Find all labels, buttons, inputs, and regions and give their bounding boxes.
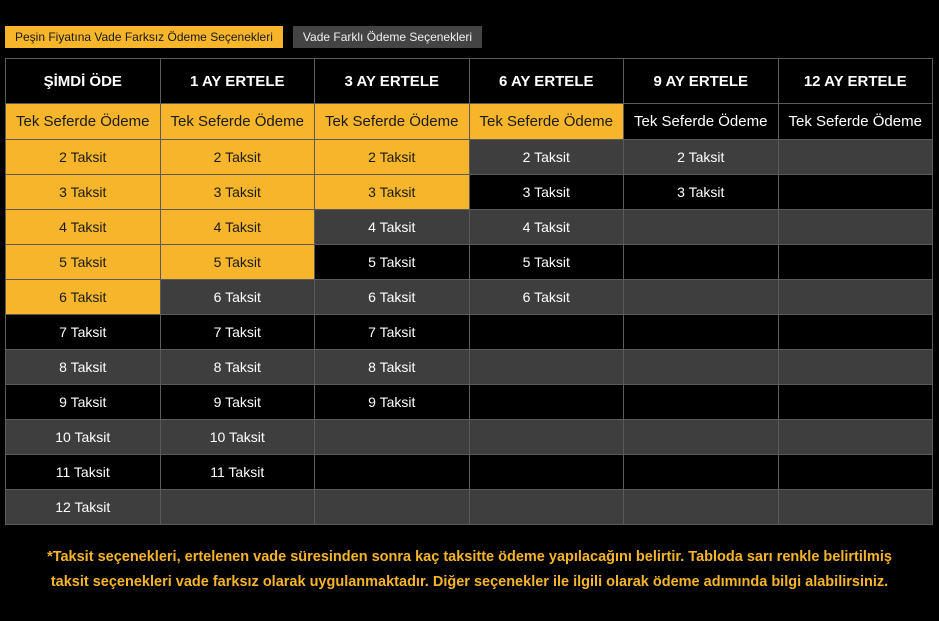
table-cell: 8 Taksit bbox=[6, 350, 161, 385]
table-cell bbox=[778, 420, 933, 455]
header-defer-9-months: 9 AY ERTELE bbox=[624, 59, 779, 104]
table-cell bbox=[778, 385, 933, 420]
table-cell: 9 Taksit bbox=[6, 385, 161, 420]
table-row bbox=[6, 245, 933, 280]
table-cell: 7 Taksit bbox=[160, 315, 315, 350]
table-row bbox=[6, 175, 933, 210]
table-cell: 5 Taksit bbox=[469, 245, 624, 280]
table-cell: 2 Taksit bbox=[624, 140, 779, 175]
table-cell: 8 Taksit bbox=[315, 350, 470, 385]
table-cell: 5 Taksit bbox=[160, 245, 315, 280]
table-cell: 2 Taksit bbox=[160, 140, 315, 175]
table-row bbox=[6, 315, 933, 350]
table-row bbox=[6, 140, 933, 175]
header-defer-12-months: 12 AY ERTELE bbox=[778, 59, 933, 104]
table-cell: Tek Seferde Ödeme bbox=[6, 104, 161, 140]
table-cell: 3 Taksit bbox=[624, 175, 779, 210]
table-cell bbox=[778, 455, 933, 490]
table-cell bbox=[624, 455, 779, 490]
table-cell bbox=[469, 350, 624, 385]
table-row bbox=[6, 455, 933, 490]
table-cell: 5 Taksit bbox=[6, 245, 161, 280]
tab-with-interest[interactable]: Vade Farklı Ödeme Seçenekleri bbox=[293, 26, 482, 48]
table-cell bbox=[469, 315, 624, 350]
table-cell bbox=[624, 490, 779, 525]
table-cell bbox=[624, 385, 779, 420]
table-row bbox=[6, 280, 933, 315]
cropped-top-text bbox=[0, 0, 939, 6]
table-cell: 11 Taksit bbox=[6, 455, 161, 490]
table-cell: 3 Taksit bbox=[469, 175, 624, 210]
table-cell: 9 Taksit bbox=[160, 385, 315, 420]
table-cell: 7 Taksit bbox=[315, 315, 470, 350]
table-cell bbox=[315, 455, 470, 490]
table-row bbox=[6, 210, 933, 245]
header-defer-3-months: 3 AY ERTELE bbox=[315, 59, 470, 104]
table-cell: 10 Taksit bbox=[6, 420, 161, 455]
footnote-line-2: taksit seçenekleri vade farksız olarak uygulanmaktadır. Diğer seçenekler ile ilgili olarak ödeme adımında bilgi alabilirsiniz. bbox=[50, 574, 889, 590]
table-cell: 5 Taksit bbox=[315, 245, 470, 280]
table-cell bbox=[469, 420, 624, 455]
table-header-row bbox=[6, 59, 933, 104]
installment-table bbox=[5, 58, 933, 525]
table-cell: Tek Seferde Ödeme bbox=[624, 104, 779, 140]
table-cell: 2 Taksit bbox=[469, 140, 624, 175]
table-cell: 6 Taksit bbox=[160, 280, 315, 315]
table-cell: 2 Taksit bbox=[6, 140, 161, 175]
table-cell bbox=[778, 175, 933, 210]
table-cell bbox=[315, 420, 470, 455]
table-cell bbox=[624, 210, 779, 245]
table-cell: 4 Taksit bbox=[6, 210, 161, 245]
table-cell: 9 Taksit bbox=[315, 385, 470, 420]
tab-interest-free[interactable]: Peşin Fiyatına Vade Farksız Ödeme Seçenekleri bbox=[5, 26, 283, 48]
table-row bbox=[6, 104, 933, 140]
table-cell bbox=[624, 245, 779, 280]
table-cell: Tek Seferde Ödeme bbox=[469, 104, 624, 140]
table-cell bbox=[469, 385, 624, 420]
table-cell: 4 Taksit bbox=[160, 210, 315, 245]
table-cell: 11 Taksit bbox=[160, 455, 315, 490]
table-cell: 3 Taksit bbox=[6, 175, 161, 210]
installment-footnote bbox=[0, 545, 939, 595]
table-cell bbox=[778, 210, 933, 245]
table-cell bbox=[778, 140, 933, 175]
table-cell bbox=[160, 490, 315, 525]
header-defer-6-months: 6 AY ERTELE bbox=[469, 59, 624, 104]
table-cell bbox=[624, 350, 779, 385]
table-cell bbox=[778, 350, 933, 385]
table-row bbox=[6, 350, 933, 385]
table-cell: 10 Taksit bbox=[160, 420, 315, 455]
table-cell: 12 Taksit bbox=[6, 490, 161, 525]
table-cell: 4 Taksit bbox=[315, 210, 470, 245]
footnote-line-1: *Taksit seçenekleri, ertelenen vade süresinden sonra kaç taksitte ödeme yapılacağını belirtir. Tabloda sarı renkle belirtilmiş bbox=[47, 549, 892, 565]
table-row bbox=[6, 490, 933, 525]
table-cell: 6 Taksit bbox=[6, 280, 161, 315]
table-cell bbox=[624, 280, 779, 315]
header-pay-now: ŞİMDİ ÖDE bbox=[6, 59, 161, 104]
table-cell bbox=[624, 420, 779, 455]
table-row bbox=[6, 385, 933, 420]
table-cell bbox=[778, 490, 933, 525]
table-cell bbox=[778, 245, 933, 280]
table-cell: 7 Taksit bbox=[6, 315, 161, 350]
table-cell bbox=[778, 315, 933, 350]
table-cell: 6 Taksit bbox=[315, 280, 470, 315]
table-cell: 3 Taksit bbox=[160, 175, 315, 210]
table-cell: Tek Seferde Ödeme bbox=[778, 104, 933, 140]
table-row bbox=[6, 420, 933, 455]
payment-tabs bbox=[5, 26, 482, 48]
table-cell: Tek Seferde Ödeme bbox=[315, 104, 470, 140]
table-cell bbox=[778, 280, 933, 315]
table-cell: 3 Taksit bbox=[315, 175, 470, 210]
header-defer-1-month: 1 AY ERTELE bbox=[160, 59, 315, 104]
table-cell: 2 Taksit bbox=[315, 140, 470, 175]
table-cell: 4 Taksit bbox=[469, 210, 624, 245]
table-cell bbox=[315, 490, 470, 525]
table-cell bbox=[469, 455, 624, 490]
table-cell: 6 Taksit bbox=[469, 280, 624, 315]
table-cell: Tek Seferde Ödeme bbox=[160, 104, 315, 140]
table-cell bbox=[624, 315, 779, 350]
table-cell: 8 Taksit bbox=[160, 350, 315, 385]
table-cell bbox=[469, 490, 624, 525]
